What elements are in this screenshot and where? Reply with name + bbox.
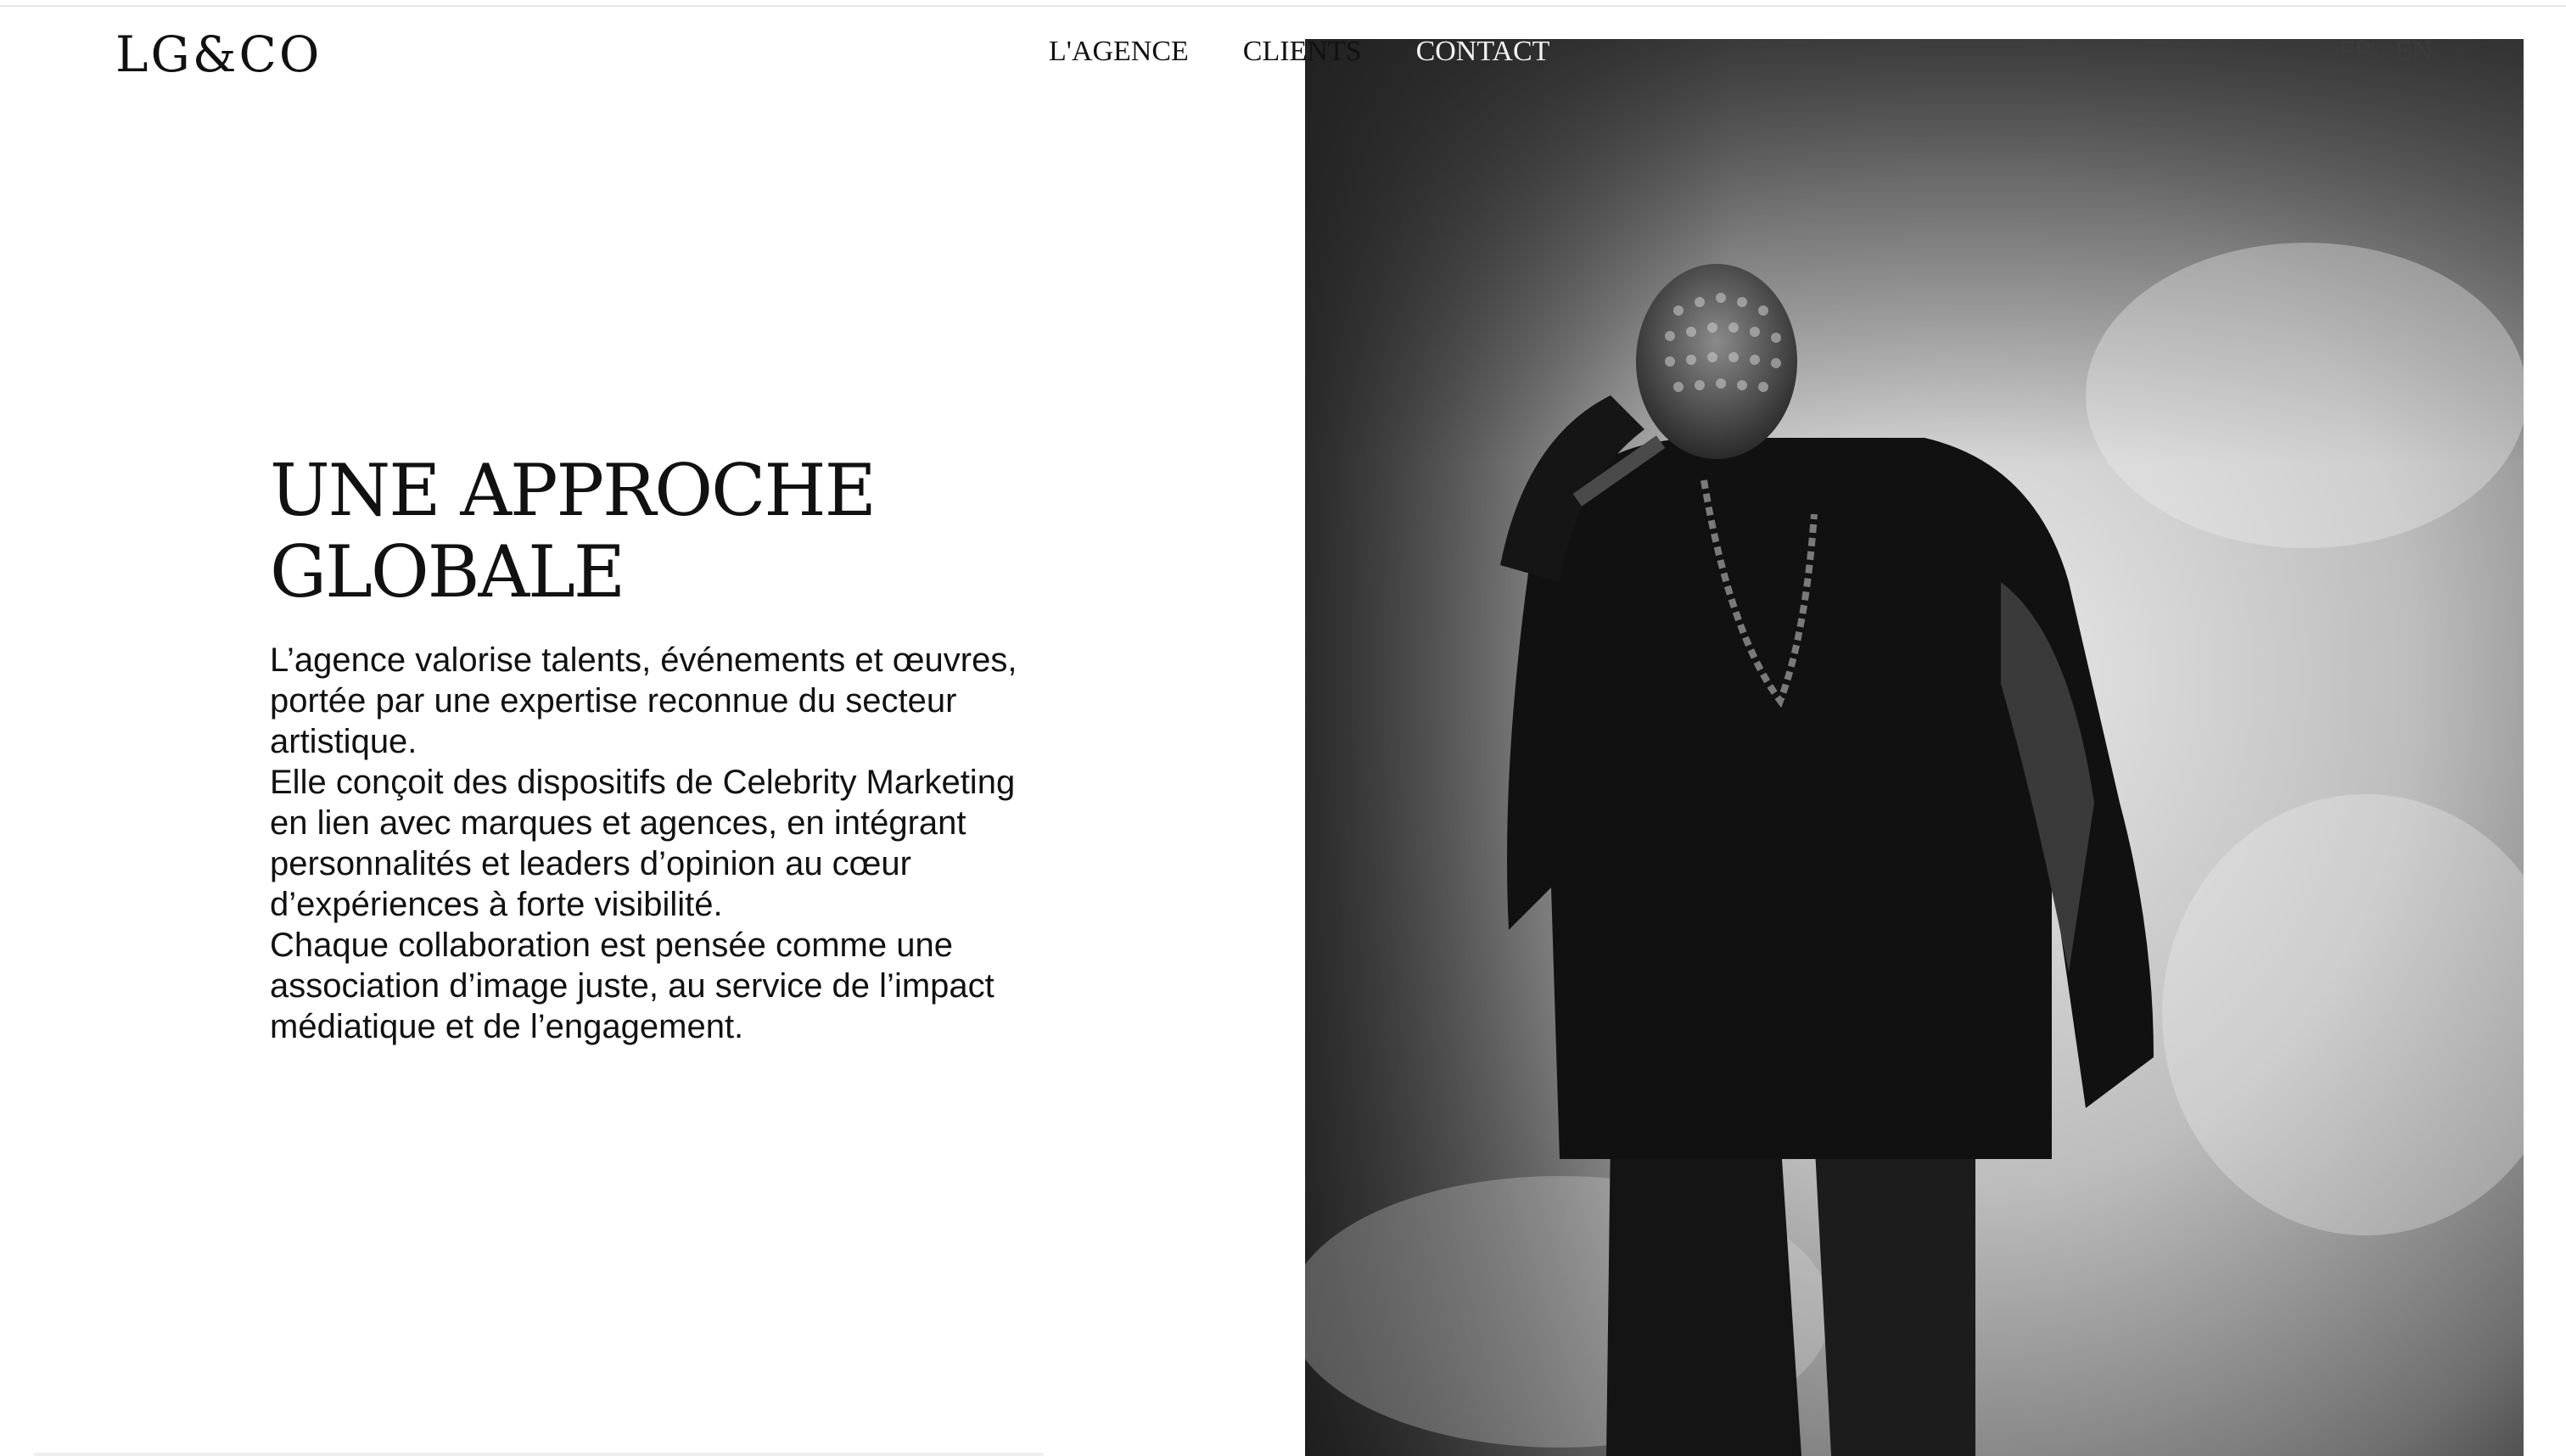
intro-paragraph-3: Chaque collaboration est pensée comme une association d’image juste, au service de l’impact médiatique et de l’engagement.: [270, 927, 994, 1045]
page-headline: [270, 450, 1034, 613]
hero-photo-illustration: [1305, 39, 2524, 1456]
language-switch[interactable]: FR / EN: [2339, 36, 2433, 66]
hero-photo: [1305, 39, 2524, 1456]
bottom-divider: [34, 1453, 1044, 1456]
main-nav: [1049, 36, 1549, 68]
intro-paragraph-1: L’agence valorise talents, événements et œuvres, portée par une expertise reconnue du secteur artistique.: [270, 641, 1017, 760]
intro-paragraph-2: Elle conçoit des dispositifs de Celebrity Marketing en lien avec marques et agences, en intégrant personnalités et leaders d’opinion au cœur d’expériences à forte visibilité.: [270, 764, 1016, 923]
brand-logo[interactable]: LG&CO: [115, 25, 322, 83]
nav-item-agence[interactable]: L'AGENCE: [1049, 36, 1189, 67]
nav-item-contact[interactable]: CONTACT: [1415, 36, 1550, 67]
nav-item-clients[interactable]: CLIENTS: [1242, 36, 1362, 67]
intro-text: [270, 640, 1034, 1047]
headline-line-2: GLOBALE: [270, 530, 625, 613]
headline-line-1: UNE APPROCHE: [270, 449, 875, 532]
top-divider: [0, 5, 2566, 7]
